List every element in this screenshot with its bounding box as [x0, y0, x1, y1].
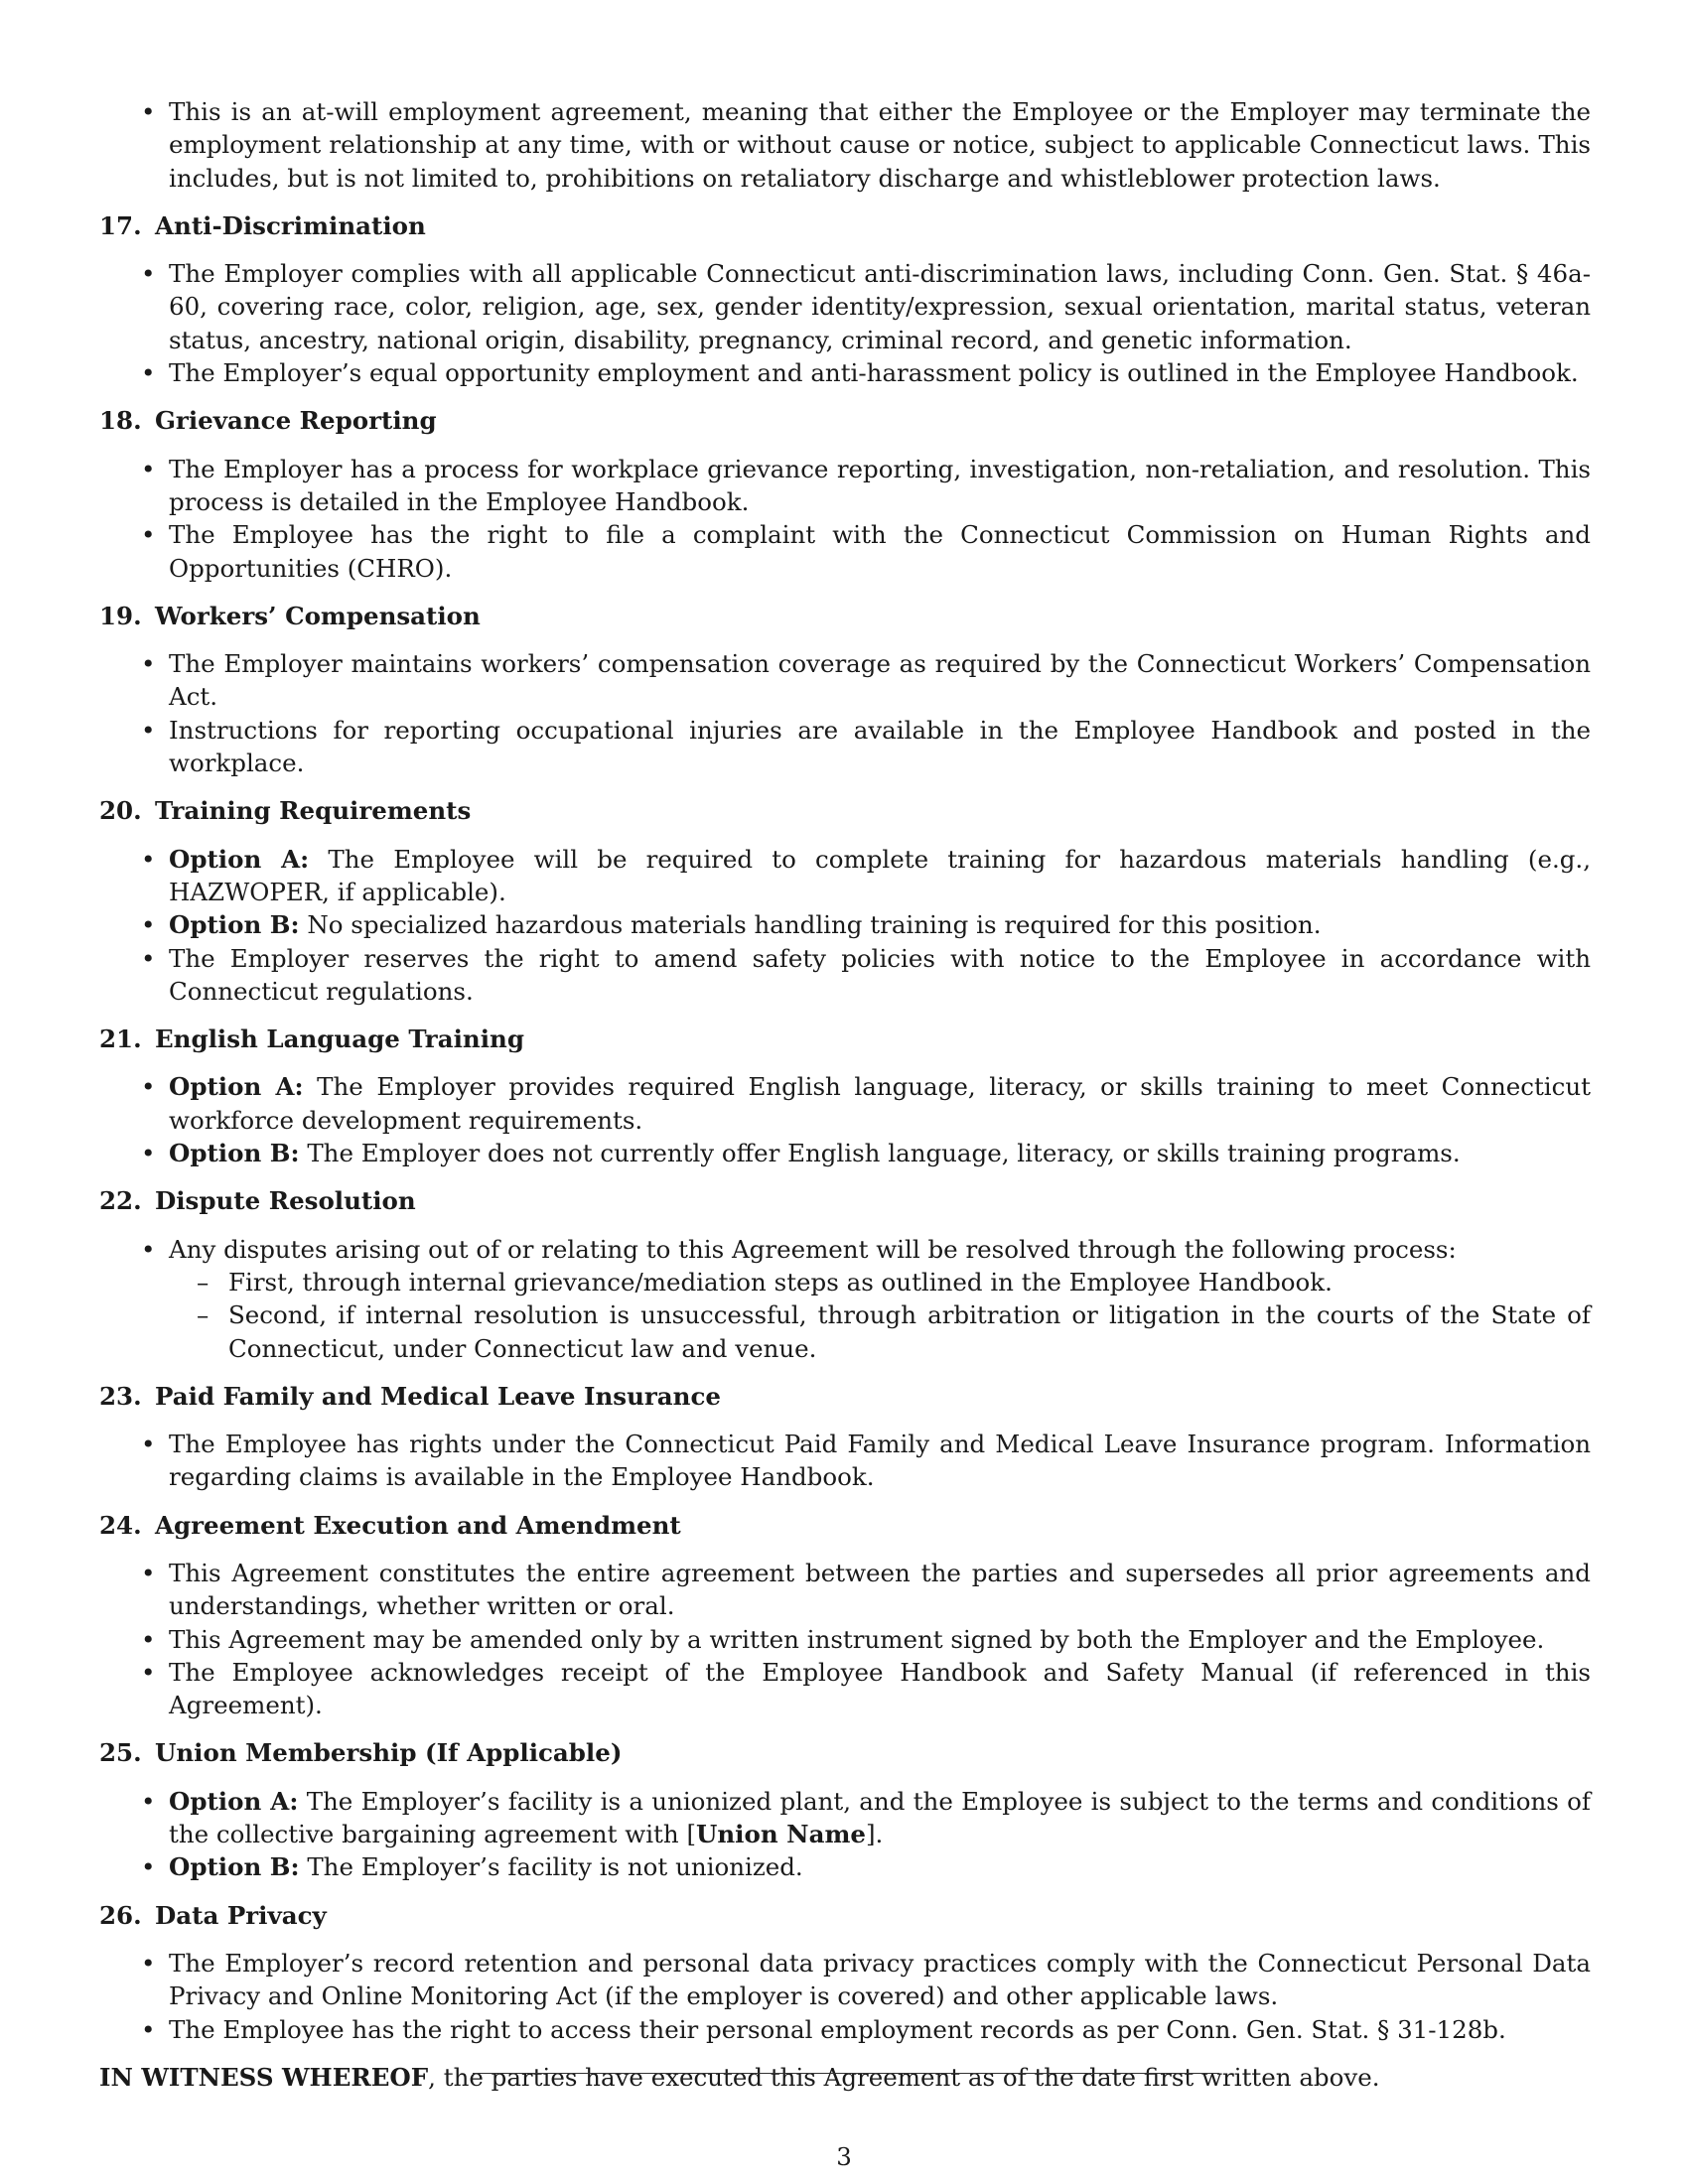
list-item: • The Employee has rights under the Connecticut Paid Family and Medical Leave Insurance program. Information regarding claims is available in the Employee Handbook. — [141, 1430, 1591, 1492]
list-item: • Option B: The Employer does not currently offer English language, literacy, or skills training programs. — [99, 1137, 1591, 1169]
section-18 — [99, 404, 1591, 584]
bullet-list — [99, 1428, 1591, 1494]
bullet-icon: • — [141, 1139, 156, 1168]
sub-list-item: – First, through internal grievance/mediation steps as outlined in the Employee Handbook. — [99, 1266, 1591, 1298]
list-item: • Option B: The Employer’s facility is not unionized. — [99, 1850, 1591, 1883]
dash-icon: – — [197, 1267, 210, 1297]
section-heading: 21. English Language Training — [99, 1024, 524, 1054]
document-page — [99, 95, 1591, 2118]
list-item: • The Employee has the right to access their personal employment records as per Conn. Gen. Stat. § 31-128b. — [99, 2013, 1591, 2046]
at-will-list — [99, 95, 1591, 195]
dash-icon: – — [197, 1300, 210, 1330]
bullet-icon: • — [141, 259, 156, 289]
section-heading: 23. Paid Family and Medical Leave Insurance — [99, 1381, 721, 1411]
list-item: • The Employee acknowledges receipt of the Employee Handbook and Safety Manual (if referenced in this Agreement). — [141, 1657, 1591, 1720]
list-item: • This is an at-will employment agreement, meaning that either the Employee or the Employer may terminate the employment relationship at any time, with or without cause or notice, subject to applicable Connecticut laws. This includes, but is not limited to, prohibitions on retaliatory discharge and whistleblower protection laws. — [141, 97, 1591, 193]
list-item: • The Employer’s equal opportunity employment and anti-harassment policy is outlined in the Employee Handbook. — [99, 356, 1591, 389]
bullet-icon: • — [141, 844, 156, 874]
bullet-icon: • — [141, 1657, 156, 1687]
section-21 — [99, 1023, 1591, 1169]
bullet-list — [99, 1785, 1591, 1884]
section-22 — [99, 1184, 1591, 1364]
bullet-icon: • — [141, 715, 156, 745]
bullet-list — [99, 647, 1591, 779]
section-heading: 25. Union Membership (If Applicable) — [99, 1738, 623, 1768]
sub-list — [99, 1266, 1591, 1365]
section-heading: 17. Anti-Discrimination — [99, 210, 426, 240]
bullet-icon: • — [141, 2014, 156, 2044]
section-20 — [99, 794, 1591, 1008]
bullet-list — [99, 257, 1591, 389]
section-25 — [99, 1736, 1591, 1883]
list-item: • The Employer has a process for workplace grievance reporting, investigation, non-retaliation, and resolution. This process is detailed in the Employee Handbook. — [141, 454, 1591, 516]
bullet-icon: • — [141, 520, 156, 550]
section-23 — [99, 1380, 1591, 1494]
bullet-icon: • — [141, 454, 156, 483]
sub-list-item: – Second, if internal resolution is unsuccessful, through arbitration or litigation in the courts of the State of Connecticut, under Connecticut law and venue. — [197, 1300, 1591, 1363]
section-26 — [99, 1899, 1591, 2046]
bullet-icon: • — [141, 1234, 156, 1264]
list-item: • This Agreement constitutes the entire agreement between the parties and supersedes all prior agreements and understandings, whether written or oral. — [141, 1558, 1591, 1621]
bullet-list — [99, 453, 1591, 585]
section-19 — [99, 600, 1591, 779]
bullet-list — [99, 1557, 1591, 1721]
list-item: • This Agreement may be amended only by a written instrument signed by both the Employer and the Employee. — [99, 1623, 1591, 1656]
bullet-icon: • — [141, 1852, 156, 1882]
bullet-icon: • — [141, 97, 156, 126]
bullet-icon: • — [141, 649, 156, 679]
bullet-icon: • — [141, 1624, 156, 1654]
list-item: • Option B: No specialized hazardous materials handling training is required for this position. — [99, 908, 1591, 941]
list-item: • Option A: The Employer’s facility is a unionized plant, and the Employee is subject to the terms and conditions of the collective bargaining agreement with [Union Name]. — [141, 1786, 1591, 1849]
list-item: • The Employer maintains workers’ compensation coverage as required by the Connecticut Workers’ Compensation Act. — [141, 649, 1591, 712]
bullet-icon: • — [141, 1786, 156, 1816]
section-heading: 24. Agreement Execution and Amendment — [99, 1510, 681, 1540]
list-item: • The Employer complies with all applicable Connecticut anti-discrimination laws, including Conn. Gen. Stat. § 46a-60, covering race, color, religion, age, sex, gender identity/expression, sexual orientation, marital status, veteran status, ancestry, national origin, disability, pregnancy, criminal record, and genetic information. — [141, 259, 1591, 354]
section-heading: 22. Dispute Resolution — [99, 1186, 416, 1216]
list-item: • Any disputes arising out of or relating to this Agreement will be resolved through the following process: — [99, 1233, 1591, 1266]
bullet-icon: • — [141, 1558, 156, 1587]
bullet-icon: • — [141, 1072, 156, 1102]
signature-line — [473, 2073, 1219, 2074]
section-heading: 19. Workers’ Compensation — [99, 601, 481, 630]
page-number: 3 — [836, 2142, 852, 2171]
bullet-icon: • — [141, 1430, 156, 1459]
section-heading: 20. Training Requirements — [99, 796, 472, 826]
section-heading: 18. Grievance Reporting — [99, 406, 437, 436]
bullet-icon: • — [141, 910, 156, 940]
bullet-list — [99, 1070, 1591, 1169]
section-17 — [99, 209, 1591, 389]
bullet-icon: • — [141, 943, 156, 973]
section-24 — [99, 1509, 1591, 1722]
bullet-icon: • — [141, 358, 156, 388]
bullet-icon: • — [141, 1948, 156, 1978]
union-name-placeholder: Union Name — [696, 1820, 866, 1849]
list-item: • The Employer’s record retention and personal data privacy practices comply with the Connecticut Personal Data Privacy and Online Monitoring Act (if the employer is covered) and other applicable laws. — [141, 1948, 1591, 2011]
list-item: • The Employee has the right to file a complaint with the Connecticut Commission on Human Rights and Opportunities (CHRO). — [141, 520, 1591, 583]
list-item: • Option A: The Employer provides required English language, literacy, or skills training to meet Connecticut workforce development requirements. — [141, 1072, 1591, 1135]
list-item: • The Employer reserves the right to amend safety policies with notice to the Employee in accordance with Connecticut regulations. — [141, 943, 1591, 1006]
section-heading: 26. Data Privacy — [99, 1900, 327, 1930]
witness-clause: IN WITNESS WHEREOF, the parties have executed this Agreement as of the date first written above. — [99, 2062, 1380, 2092]
list-item: • Instructions for reporting occupational injuries are available in the Employee Handbook and posted in the workplace. — [141, 715, 1591, 778]
bullet-list — [99, 1233, 1591, 1266]
bullet-list — [99, 843, 1591, 1008]
list-item: • Option A: The Employee will be required to complete training for hazardous materials handling (e.g., HAZWOPER, if applicable). — [141, 844, 1591, 906]
bullet-list — [99, 1947, 1591, 2046]
